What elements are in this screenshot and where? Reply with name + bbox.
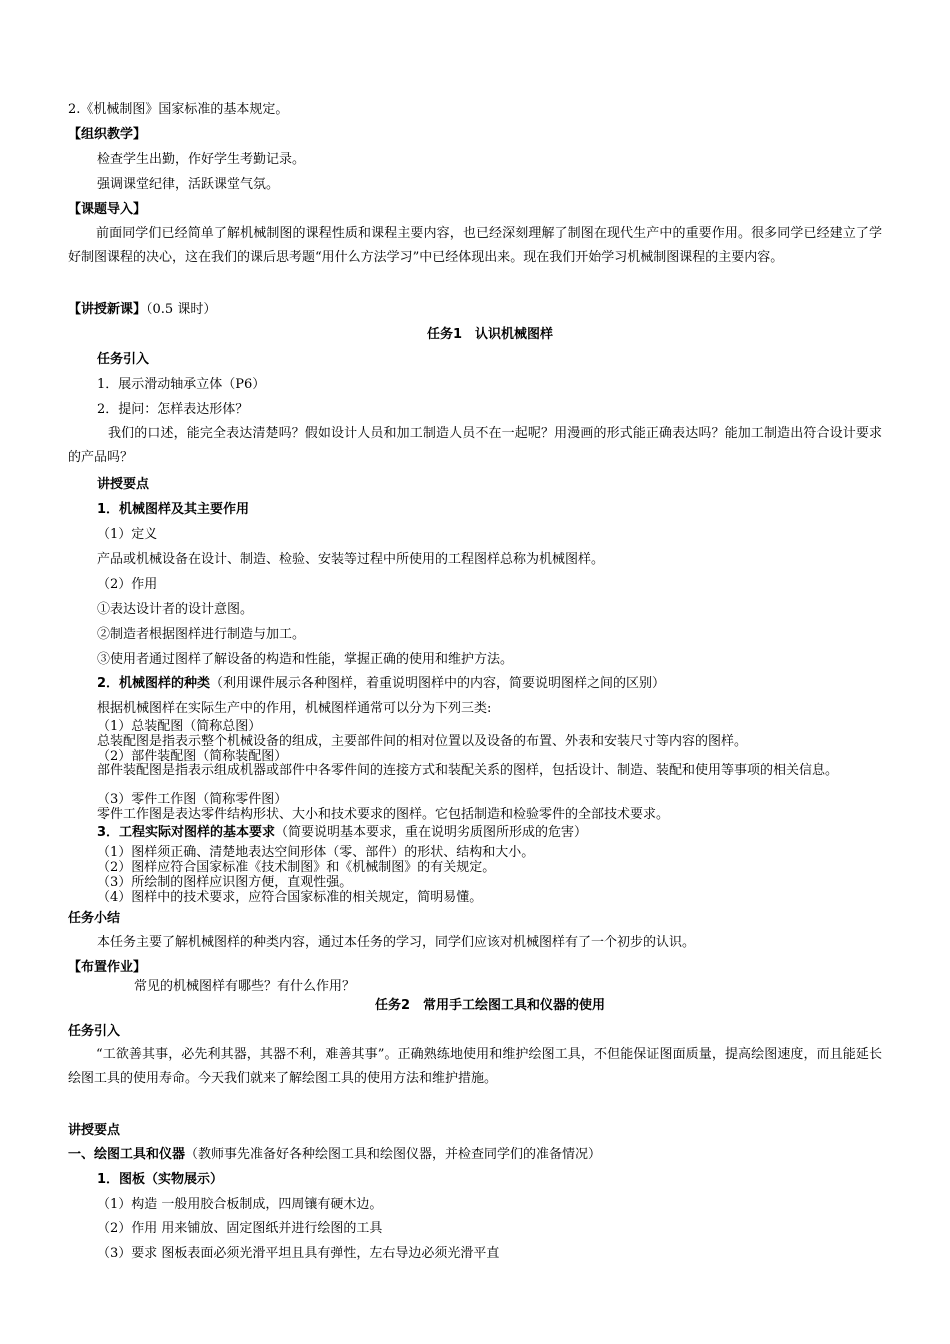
p1-use-item: ③使用者通过图样了解设备的构造和性能，掌握正确的使用和维护方法。 xyxy=(97,652,514,667)
s1-note: （教师事先准备好各种绘图工具和绘图仪器，并检查同学们的准备情况） xyxy=(185,1147,602,1162)
p2-type-desc: 部件装配图是指表示组成机器或部件中各零件间的连接方式和装配关系的图样，包括设计、制造、装配和使用等事项的相关信息。 xyxy=(97,763,839,778)
p3-item: （2）图样应符合国家标准《技术制图》和《机械制图》的有关规定。 xyxy=(97,860,496,875)
p1-def-text: 产品或机械设备在设计、制造、检验、安装等过程中所使用的工程图样总称为机械图样。 xyxy=(97,552,605,567)
task1-intro-item: 2．提问：怎样表达形体？ xyxy=(97,402,249,417)
task2-title: 任务2 常用手工绘图工具和仪器的使用 xyxy=(374,998,606,1013)
p3-item: （4）图样中的技术要求，应符合国家标准的相关规定，简明易懂。 xyxy=(97,890,483,905)
board-heading: 1．图板（实物展示） xyxy=(97,1172,224,1187)
p2-type-label: （3）零件工作图（简称零件图） xyxy=(97,792,288,807)
p3-item: （1）图样须正确、清楚地表达空间形体（零、部件）的形状、结构和大小。 xyxy=(97,845,535,860)
p2-heading-line xyxy=(97,675,665,692)
s1-heading: 一、绘图工具和仪器 xyxy=(68,1147,186,1162)
p3-note: （简要说明基本要求，重在说明劣质图所形成的危害） xyxy=(275,825,588,840)
board-item: （2）作用 用来铺放、固定图纸并进行绘图的工具 xyxy=(97,1221,383,1236)
p2-heading: 2．机械图样的种类 xyxy=(97,676,211,691)
p2-type-label: （1）总装配图（简称总图） xyxy=(97,719,262,734)
new-lesson-line xyxy=(68,301,216,318)
homework-heading: 【布置作业】 xyxy=(68,960,147,975)
p3-item: （3）所绘制的图样应识图方便，直观性强。 xyxy=(97,875,353,890)
p1-use-label: （2）作用 xyxy=(97,577,158,592)
org-item: 强调课堂纪律，活跃课堂气氛。 xyxy=(97,177,280,192)
p2-text: 根据机械图样在实际生产中的作用，机械图样通常可以分为下列三类: xyxy=(97,701,492,716)
task1-title: 任务1 认识机械图样 xyxy=(426,327,554,342)
p2-note: （利用课件展示各种图样，着重说明图样中的内容，简要说明图样之间的区别） xyxy=(210,676,666,691)
p3-heading: 3．工程实际对图样的基本要求 xyxy=(97,825,276,840)
p2-type-desc: 总装配图是指表示整个机械设备的组成，主要部件间的相对位置以及设备的布置、外表和安装尺寸等内容的图样。 xyxy=(97,734,748,749)
task1-summary-text: 本任务主要了解机械图样的种类内容，通过本任务的学习，同学们应该对机械图样有了一个初步的认识。 xyxy=(97,935,696,950)
board-item: （3）要求 图板表面必须光滑平坦且具有弹性，左右导边必须光滑平直 xyxy=(97,1246,500,1261)
p3-heading-line xyxy=(97,824,587,841)
lead-in-heading: 【课题导入】 xyxy=(68,202,147,217)
lead-in-text: 前面同学们已经简单了解机械制图的课程性质和课程主要内容，也已经深刻理解了制图在现代生产中的重要作用。很多同学已经建立了学好制图课程的决心，这在我们的课后思考题“用什么方法学习”中已经体现出来。现在我们开始学习机械制图课程的主要内容。 xyxy=(68,226,882,265)
new-lesson-note: （0.5 课时） xyxy=(146,302,217,317)
org-item: 检查学生出勤，作好学生考勤记录。 xyxy=(97,152,306,167)
p1-use-item: ②制造者根据图样进行制造与加工。 xyxy=(97,627,306,642)
task2-intro-text: “工欲善其事，必先利其器，其器不利，难善其事”。正确熟练地使用和维护绘图工具，不但能保证图面质量，提高绘图速度，而且能延长绘图工具的使用寿命。今天我们就来了解绘图工具的使用方法和维护措施。 xyxy=(68,1047,882,1086)
task1-points-heading: 讲授要点 xyxy=(97,477,150,492)
task1-question-text: 我们的口述，能完全表达清楚吗？假如设计人员和加工制造人员不在一起呢？用漫画的形式能正确表达吗？能加工制造出符合设计要求的产品吗？ xyxy=(68,426,882,465)
task1-intro-heading: 任务引入 xyxy=(97,352,150,367)
homework-text: 常见的机械图样有哪些？有什么作用？ xyxy=(134,979,356,994)
new-lesson-heading: 【讲授新课】 xyxy=(68,302,147,317)
p1-use-item: ①表达设计者的设计意图。 xyxy=(97,602,254,617)
p2-type-desc: 零件工作图是表达零件结构形状、大小和技术要求的图样。它包括制造和检验零件的全部技术要求。 xyxy=(97,807,670,822)
task2-intro-heading: 任务引入 xyxy=(68,1024,121,1039)
p1-heading: 1．机械图样及其主要作用 xyxy=(97,502,250,517)
p2-type-label: （2）部件装配图（简称装配图） xyxy=(97,749,288,764)
task1-intro-item: 1．展示滑动轴承立体（P6） xyxy=(97,377,266,392)
task1-summary-heading: 任务小结 xyxy=(68,911,121,926)
board-item: （1）构造 一般用胶合板制成，四周镶有硬木边。 xyxy=(97,1197,383,1212)
org-heading: 【组织教学】 xyxy=(68,127,147,142)
intro-line: 2.《机械制图》国家标准的基本规定。 xyxy=(68,102,289,117)
task2-points-heading: 讲授要点 xyxy=(68,1123,121,1138)
p1-def-label: （1）定义 xyxy=(97,527,158,542)
s1-heading-line xyxy=(68,1146,601,1163)
